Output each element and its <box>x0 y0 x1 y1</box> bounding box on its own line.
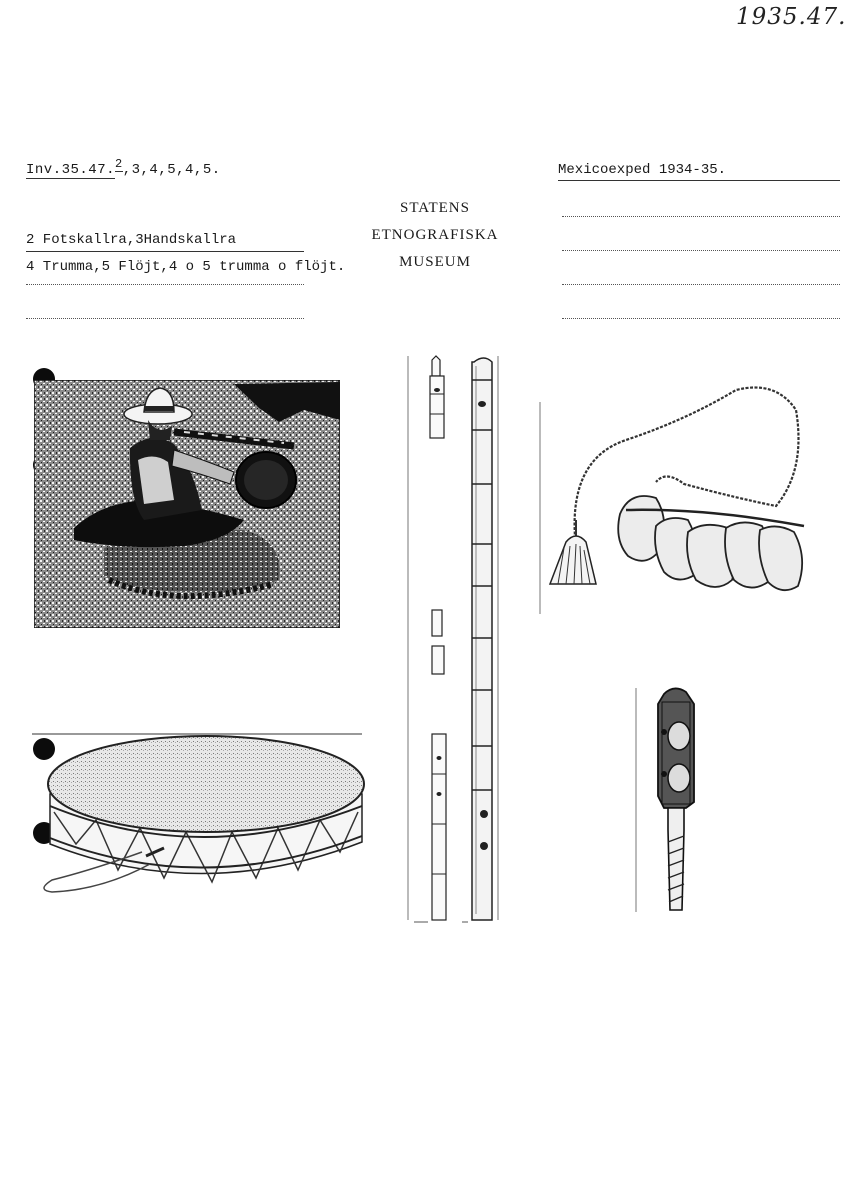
stamp-line-3: MUSEUM <box>399 254 471 270</box>
inventory-prefix: Inv.35.47. <box>26 162 116 178</box>
stamp-line-2: ETNOGRAFISKA <box>371 227 499 243</box>
form-line-right-2 <box>562 250 840 251</box>
handwritten-catalogue-number: 1935.47. <box>736 4 847 30</box>
form-line-left-2 <box>26 318 304 319</box>
expedition-label: Mexicoexped 1934-35. <box>558 162 840 181</box>
inventory-number <box>26 157 221 178</box>
museum-stamp <box>360 195 510 276</box>
description-line-2: 4 Trumma,5 Flöjt,4 o 5 trumma o flöjt. <box>26 259 346 275</box>
drawing-long-flute <box>462 354 502 926</box>
photo-seated-musician <box>34 380 340 628</box>
form-line-right-3 <box>562 284 840 285</box>
drawing-foot-rattle <box>536 380 826 616</box>
drawing-flute-parts <box>424 354 454 926</box>
drawing-hand-rattle <box>634 684 714 914</box>
form-line-right-4 <box>562 318 840 319</box>
inventory-rest: ,3,4,5,4,5. <box>122 162 221 178</box>
form-line-left-1 <box>26 284 304 285</box>
description-line-1: 2 Fotskallra,3Handskallra <box>26 232 304 252</box>
stamp-line-1: STATENS <box>400 200 470 216</box>
drawing-drum <box>32 732 368 918</box>
inventory-superscript: 2 <box>115 157 123 171</box>
form-line-right-1 <box>562 216 840 217</box>
